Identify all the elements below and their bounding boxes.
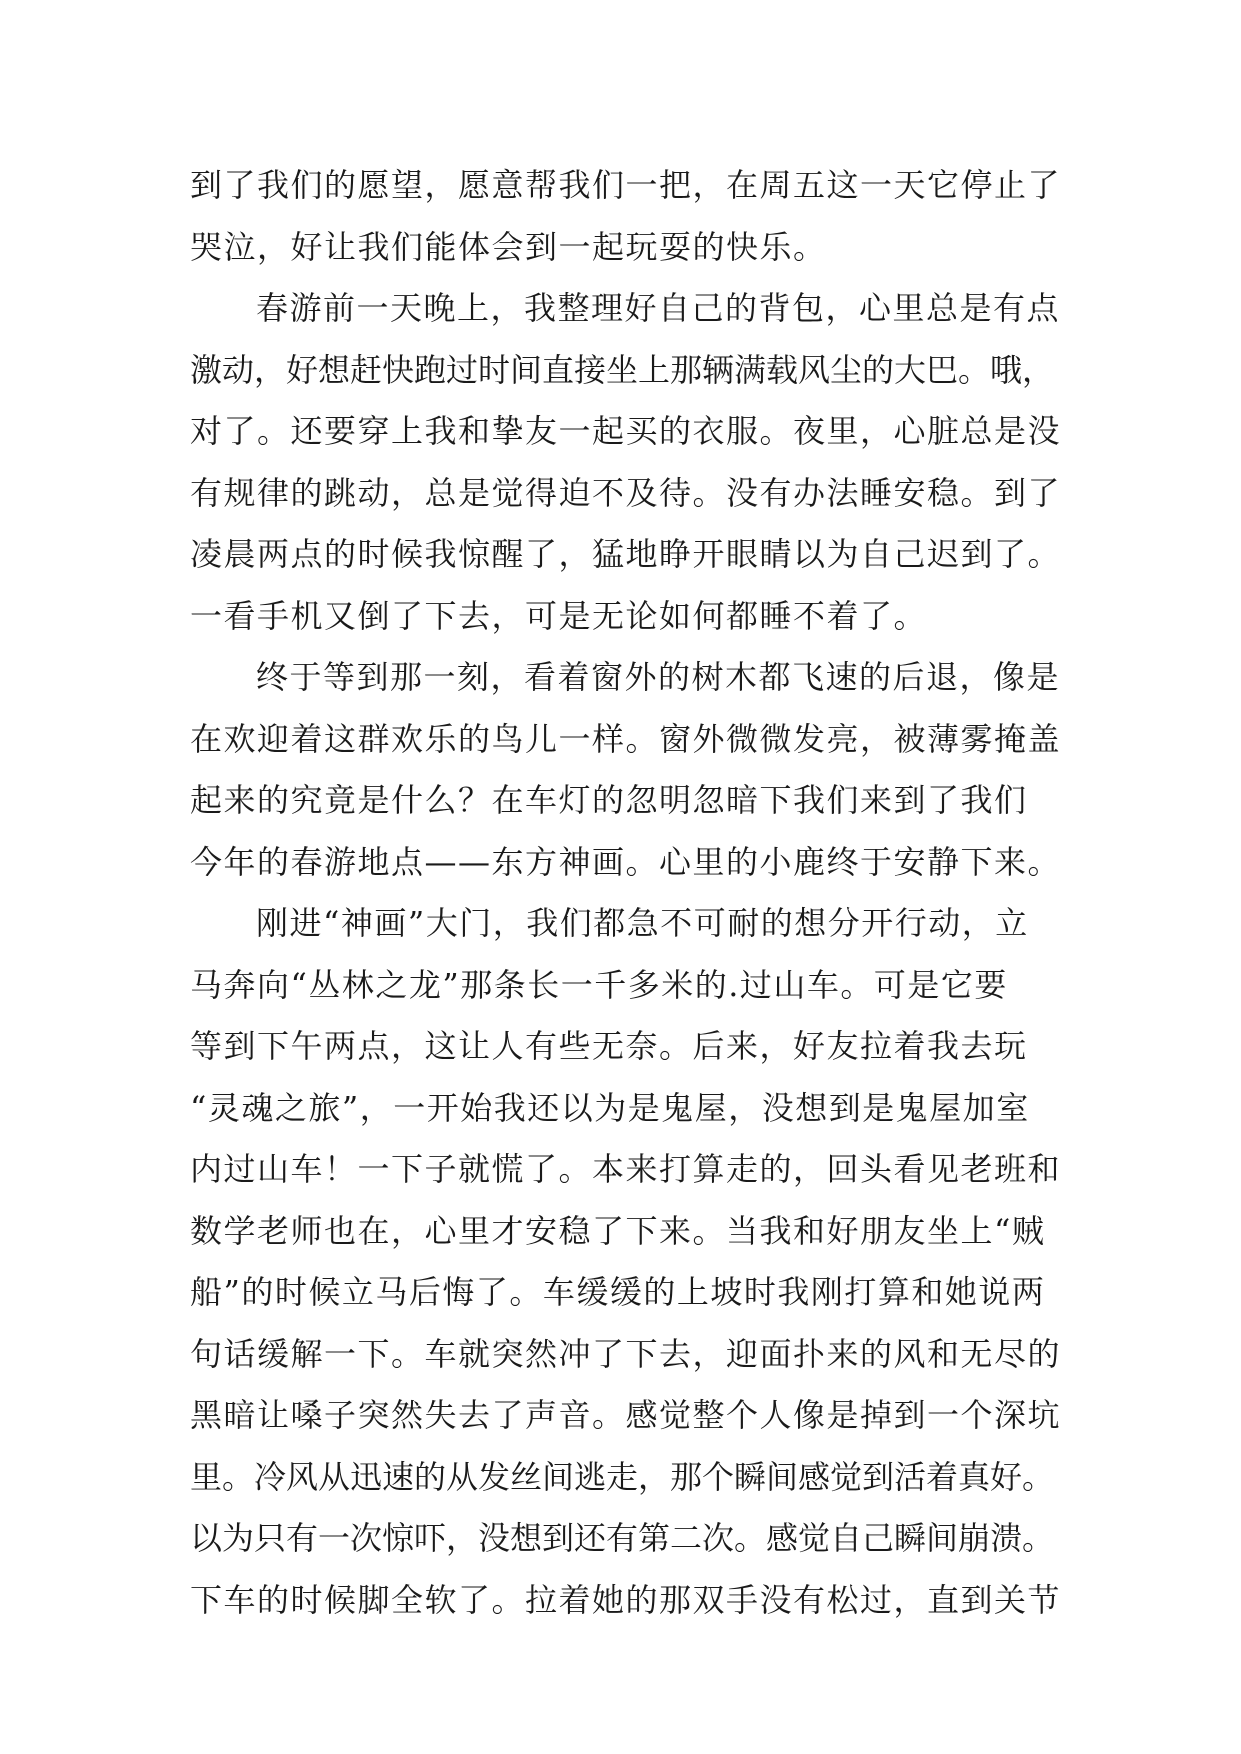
text-line: 到了我们的愿望，愿意帮我们一把，在周五这一天它停止了 — [190, 166, 1062, 204]
text-line: 起来的究竟是什么？在车灯的忽明忽暗下我们来到了我们 — [190, 781, 1028, 819]
text-line: 对了。还要穿上我和挚友一起买的衣服。夜里，心脏总是没 — [190, 412, 1062, 450]
text-line: 黑暗让嗓子突然失去了声音。感觉整个人像是掉到一个深坑 — [190, 1396, 1062, 1434]
text-line: 里。冷风从迅速的从发丝间逃走，那个瞬间感觉到活着真好。 — [190, 1457, 1055, 1496]
text-line: 船”的时候立马后悔了。车缓缓的上坡时我刚打算和她说两 — [190, 1273, 1046, 1311]
text-line: 在欢迎着这群欢乐的鸟儿一样。窗外微微发亮，被薄雾掩盖 — [190, 719, 1062, 758]
text-line: 有规律的跳动，总是觉得迫不及待。没有办法睡安稳。到了 — [190, 473, 1062, 512]
text-line: 下车的时候脚全软了。拉着她的那双手没有松过，直到关节 — [190, 1580, 1062, 1619]
text-line: 终于等到那一刻，看着窗外的树木都飞速的后退，像是 — [256, 658, 1061, 696]
text-line: 数学老师也在，心里才安稳了下来。当我和好朋友坐上“贼 — [190, 1211, 1046, 1250]
text-line: 马奔向“丛林之龙”那条长一千多米的.过山车。可是它要 — [190, 965, 1008, 1004]
text-line: 激动，好想赶快跑过时间直接坐上那辆满载风尘的大巴。哦， — [190, 350, 1055, 389]
text-line: “灵魂之旅”，一开始我还以为是鬼屋，没想到是鬼屋加室 — [190, 1088, 1030, 1127]
text-line: 以为只有一次惊吓，没想到还有第二次。感觉自己瞬间崩溃。 — [190, 1519, 1055, 1557]
text-line: 等到下午两点，这让人有些无奈。后来，好友拉着我去玩 — [190, 1027, 1028, 1065]
document-body — [190, 155, 1070, 1631]
text-line: 春游前一天晚上，我整理好自己的背包，心里总是有点 — [256, 289, 1061, 327]
text-line: 刚进“神画”大门，我们都急不可耐的想分开行动，立 — [256, 904, 1029, 942]
text-line: 哭泣，好让我们能体会到一起玩耍的快乐。 — [190, 227, 827, 266]
text-line: 内过山车！一下子就慌了。本来打算走的，回头看见老班和 — [190, 1150, 1062, 1188]
text-line: 今年的春游地点——东方神画。心里的小鹿终于安静下来。 — [190, 842, 1062, 881]
text-line: 凌晨两点的时候我惊醒了，猛地睁开眼睛以为自己迟到了。 — [190, 535, 1062, 573]
text-line: 句话缓解一下。车就突然冲了下去，迎面扑来的风和无尽的 — [190, 1334, 1062, 1373]
text-line: 一看手机又倒了下去，可是无论如何都睡不着了。 — [190, 596, 928, 635]
